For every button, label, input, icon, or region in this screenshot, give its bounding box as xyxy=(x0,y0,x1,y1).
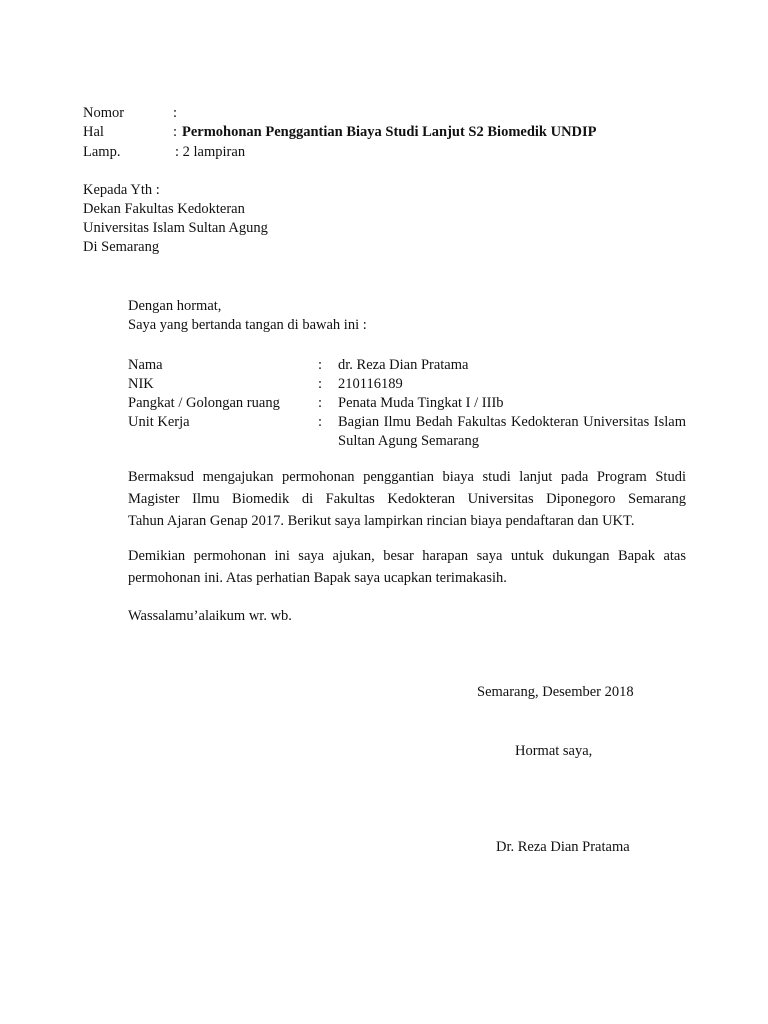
greeting: Dengan hormat, xyxy=(128,298,222,314)
paragraph-line: Demikian permohonan ini saya ajukan, besar harapan saya untuk dukungan Bapak atas xyxy=(128,548,686,564)
regards: Hormat saya, xyxy=(515,743,593,759)
hal-colon: : xyxy=(173,124,178,140)
field-value: Bagian Ilmu Bedah Fakultas Kedokteran Universitas Islam Sultan Agung Semarang xyxy=(338,414,686,449)
field-colon: : xyxy=(318,357,323,373)
hal-value: Permohonan Penggantian Biaya Studi Lanjut S2 Biomedik UNDIP xyxy=(182,124,597,140)
nomor-label: Nomor xyxy=(83,105,125,121)
paragraph-line: Bermaksud mengajukan permohonan penggantian biaya studi lanjut pada Program Studi xyxy=(128,469,686,485)
paragraph-line: Tahun Ajaran Genap 2017. Berikut saya lampirkan rincian biaya pendaftaran dan UKT. xyxy=(128,513,635,529)
recipient-line-1: Kepada Yth : xyxy=(83,182,160,198)
body-paragraph-1 xyxy=(128,466,686,532)
recipient-line-3: Universitas Islam Sultan Agung xyxy=(83,220,268,236)
recipient-line-2: Dekan Fakultas Kedokteran xyxy=(83,201,245,217)
lamp-value: : 2 lampiran xyxy=(175,144,246,160)
body-paragraph-2 xyxy=(128,545,686,589)
field-nama xyxy=(128,356,688,375)
field-pangkat xyxy=(128,394,688,413)
field-unit-kerja xyxy=(128,413,688,451)
paragraph-line: permohonan ini. Atas perhatian Bapak saya ucapkan terimakasih. xyxy=(128,570,507,586)
nomor-colon: : xyxy=(173,105,178,121)
field-colon: : xyxy=(318,376,323,392)
field-label: Pangkat / Golongan ruang xyxy=(128,395,280,411)
recipient-block xyxy=(83,181,268,257)
field-value: 210116189 xyxy=(338,376,403,392)
identity-fields xyxy=(128,356,688,451)
field-value: dr. Reza Dian Pratama xyxy=(338,357,469,373)
field-label: NIK xyxy=(128,376,154,392)
recipient-line-4: Di Semarang xyxy=(83,239,160,255)
lamp-label: Lamp. xyxy=(83,144,121,160)
field-colon: : xyxy=(318,395,323,411)
place-date: Semarang, Desember 2018 xyxy=(477,684,634,700)
field-label: Nama xyxy=(128,357,163,373)
closing-salutation: Wassalamu’alaikum wr. wb. xyxy=(128,608,292,624)
field-nik xyxy=(128,375,688,394)
field-label: Unit Kerja xyxy=(128,414,190,430)
intro-line: Saya yang bertanda tangan di bawah ini : xyxy=(128,317,367,333)
field-value: Penata Muda Tingkat I / IIIb xyxy=(338,395,504,411)
signatory-name: Dr. Reza Dian Pratama xyxy=(496,839,630,855)
field-colon: : xyxy=(318,414,323,430)
hal-label: Hal xyxy=(83,124,104,140)
paragraph-line: Magister Ilmu Biomedik di Fakultas Kedokteran Universitas Diponegoro Semarang xyxy=(128,491,686,507)
